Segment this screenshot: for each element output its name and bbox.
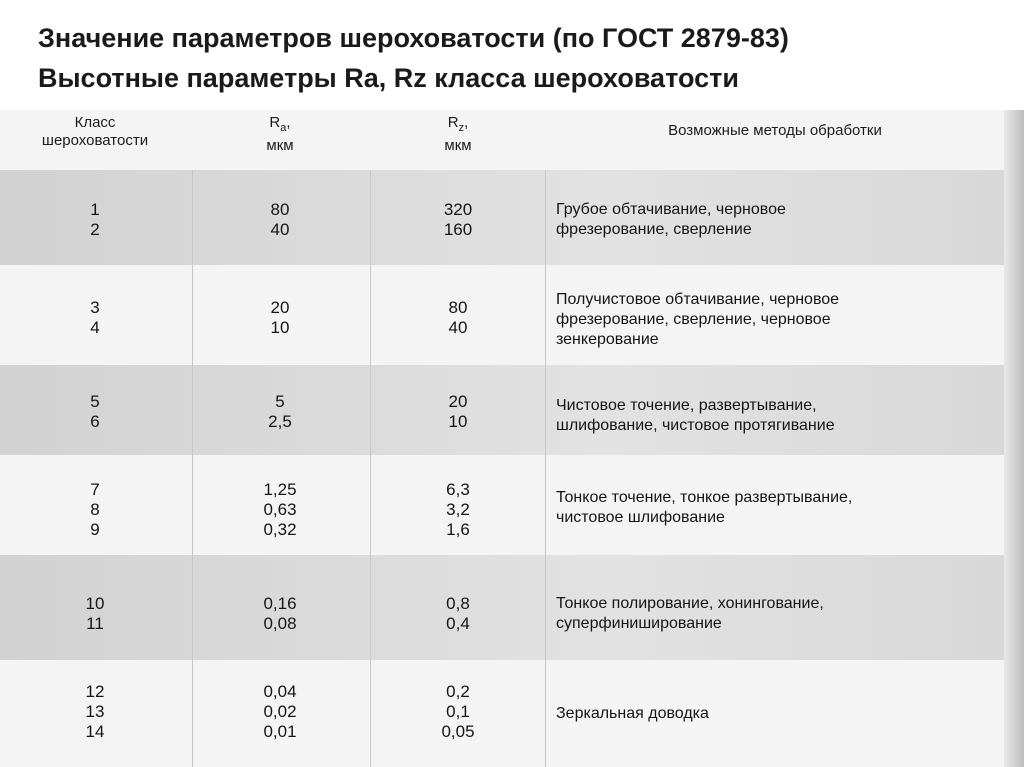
column-divider <box>545 170 546 767</box>
column-divider <box>192 170 193 767</box>
group-3-classes: 5 6 <box>90 392 100 431</box>
group-2-ra: 20 10 <box>270 298 290 337</box>
group-1-method: Грубое обтачивание, черновое фрезерование, сверление <box>556 201 786 238</box>
group-6-method: Зеркальная доводка <box>556 705 709 722</box>
group-1-ra: 80 40 <box>270 200 290 239</box>
group-4-ra: 1,25 0,63 0,32 <box>263 480 297 539</box>
header-ra: $R_a$, мкм <box>266 114 294 154</box>
group-6-ra: 0,04 0,02 0,01 <box>263 682 297 741</box>
group-1-rz: 320 160 <box>443 200 473 239</box>
group-4-classes: 7 8 9 <box>90 480 100 539</box>
group-2-classes: 3 4 <box>90 298 100 337</box>
group-5-ra: 0,16 0,08 <box>263 594 297 633</box>
roughness-table <box>0 110 1024 767</box>
group-4-rz: 6,3 3,2 1,6 <box>446 480 470 539</box>
header-methods: Возможные методы обработки <box>668 122 882 139</box>
group-3-ra: 5 2,5 <box>268 392 292 431</box>
group-5-classes: 10 11 <box>85 594 105 633</box>
group-4-method: Тонкое точение, тонкое развертывание, чистовое шлифование <box>556 489 853 526</box>
group-5-rz: 0,8 0,4 <box>446 594 470 633</box>
group-5-method: Тонкое полирование, хонингование, суперфиниширование <box>556 595 824 632</box>
column-divider <box>370 170 371 767</box>
title-line-2: Высотные параметры Ra, Rz класса шероховатости <box>38 63 739 93</box>
group-3-method: Чистовое точение, развертывание, шлифование, чистовое протягивание <box>556 397 835 434</box>
group-6-classes: 12 13 14 <box>85 682 105 741</box>
group-3-rz: 20 10 <box>448 392 468 431</box>
group-2-method: Получистовое обтачивание, черновое фрезерование, сверление, черновое зенкерование <box>556 291 840 348</box>
group-1-classes: 1 2 <box>90 200 100 239</box>
group-2-rz: 80 40 <box>448 298 468 337</box>
slide-title <box>38 18 1008 98</box>
group-6-rz: 0,2 0,1 0,05 <box>441 682 475 741</box>
header-class: Класс шероховатости <box>41 114 149 149</box>
scan-edge-shadow <box>1004 110 1024 767</box>
header-rz: $R_z$, мкм <box>444 114 472 154</box>
title-line-1: Значение параметров шероховатости (по ГОСТ 2879-83) <box>38 23 789 53</box>
